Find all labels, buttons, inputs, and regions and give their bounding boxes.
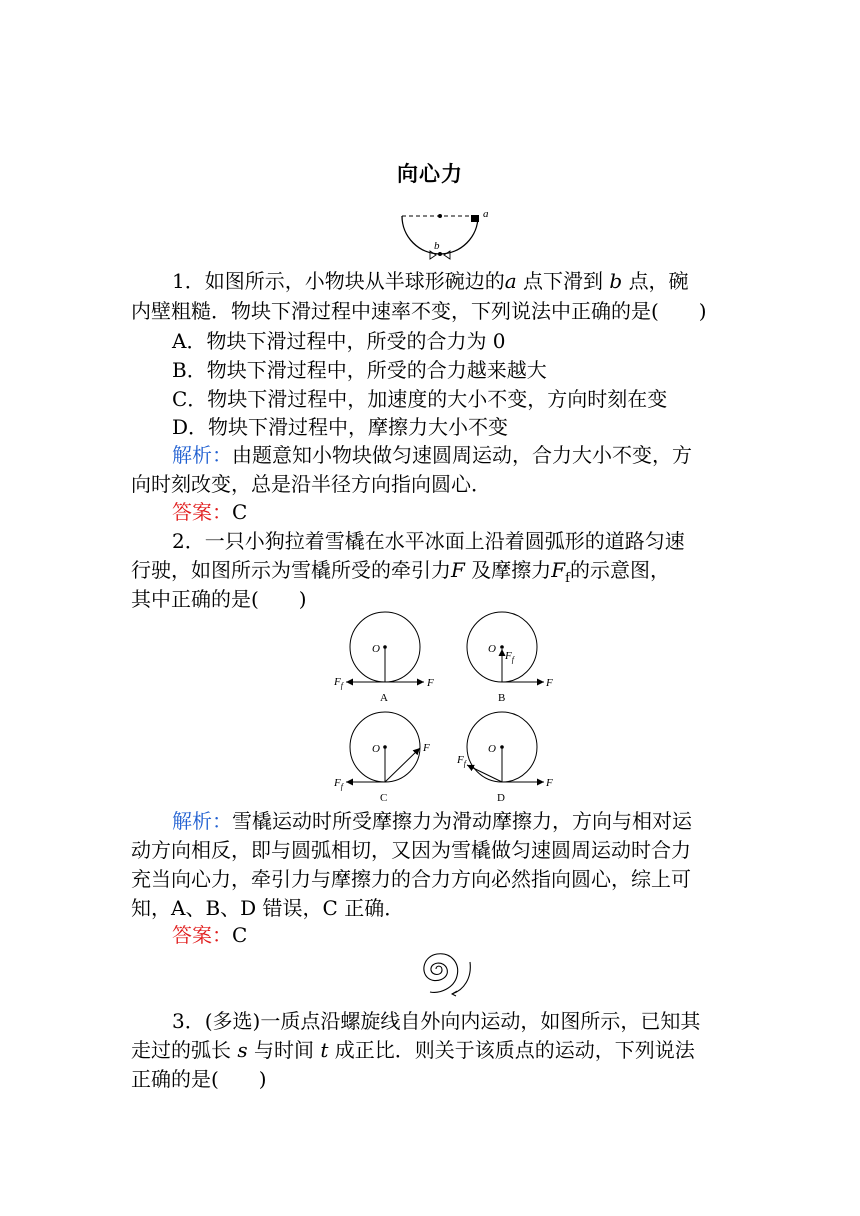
svg-text:O: O	[488, 743, 496, 755]
svg-text:Ff: $F_f$	[457, 754, 466, 768]
q1-option-a: A．物块下滑过程中，所受的合力为 0	[172, 329, 506, 353]
svg-text:F: F	[546, 777, 553, 789]
svg-text:Ff: $F_f$	[334, 676, 343, 690]
q2-stem-line3: 其中正确的是( )	[131, 587, 307, 611]
q1-answer: 答案：C	[172, 500, 248, 524]
q3-stem-line2: 走过的弧长 s 与时间 t 成正比．则关于该质点的运动，下列说法	[131, 1038, 695, 1062]
q1-option-c: C．物块下滑过程中，加速度的大小不变，方向时刻在变	[172, 387, 668, 411]
q1-option-d: D．物块下滑过程中，摩擦力大小不变	[172, 415, 509, 439]
panel-label-d: D	[497, 792, 505, 801]
svg-text:F: F	[427, 677, 434, 689]
analysis-label: 解析：	[172, 809, 232, 833]
panel-label-c: C	[380, 792, 388, 801]
label-b: b	[434, 240, 440, 252]
q1-stem-line2: 内壁粗糙．物块下滑过程中速率不变，下列说法中正确的是( )	[131, 299, 707, 323]
bowl-figure	[398, 205, 498, 265]
q2-analysis-line2: 动方向相反，即与圆弧相切，又因为雪橇做匀速圆周运动时合力	[131, 838, 691, 862]
q1-option-b: B．物块下滑过程中，所受的合力越来越大	[172, 358, 547, 382]
svg-text:O: O	[372, 743, 380, 755]
svg-text:Ff: $F_f$	[505, 650, 514, 664]
svg-text:O: O	[488, 643, 496, 655]
q2-analysis-line4: 知，A、B、D 错误，C 正确．	[131, 896, 405, 920]
q2-analysis-line3: 充当向心力，牵引力与摩擦力的合力方向必然指向圆心，综上可	[131, 867, 691, 891]
q1-analysis-line1: 解析：由题意知小物块做匀速圆周运动，合力大小不变，方	[172, 443, 692, 467]
spiral-figure	[412, 948, 482, 1000]
q2-answer: 答案：C	[172, 923, 248, 947]
label-a: a	[483, 208, 489, 220]
q2-analysis-line1: 解析：雪橇运动时所受摩擦力为滑动摩擦力，方向与相对运	[172, 809, 692, 833]
q3-stem-line1: 3．(多选)一质点沿螺旋线自外向内运动，如图所示，已知其	[172, 1009, 701, 1033]
analysis-label: 解析：	[172, 443, 232, 467]
panel-label-b: B	[498, 692, 506, 704]
panel-d	[456, 712, 553, 801]
svg-text:O: O	[372, 643, 380, 655]
sled-force-figure	[330, 605, 560, 801]
q1-stem-line1: 1．如图所示，小物块从半球形碗边的a 点下滑到 b 点，碗	[172, 269, 689, 293]
panel-c	[333, 712, 430, 801]
panel-b	[467, 612, 553, 704]
page-title: 向心力	[397, 161, 463, 186]
panel-label-a: A	[380, 692, 388, 704]
svg-text:Ff: $F_f$	[334, 777, 343, 791]
q3-stem-line3: 正确的是( )	[131, 1067, 267, 1091]
svg-text:F: F	[546, 677, 553, 689]
answer-label: 答案：	[172, 500, 232, 524]
q2-stem-line2: 行驶，如图所示为雪橇所受的牵引力F 及摩擦力$F_f$的示意图，	[131, 558, 670, 586]
q1-analysis-line2: 向时刻改变，总是沿半径方向指向圆心．	[131, 472, 491, 496]
q2-stem-line1: 2．一只小狗拉着雪橇在水平冰面上沿着圆弧形的道路匀速	[172, 529, 685, 553]
panel-a	[333, 612, 434, 704]
svg-text:F: F	[423, 742, 430, 754]
answer-label: 答案：	[172, 923, 232, 947]
